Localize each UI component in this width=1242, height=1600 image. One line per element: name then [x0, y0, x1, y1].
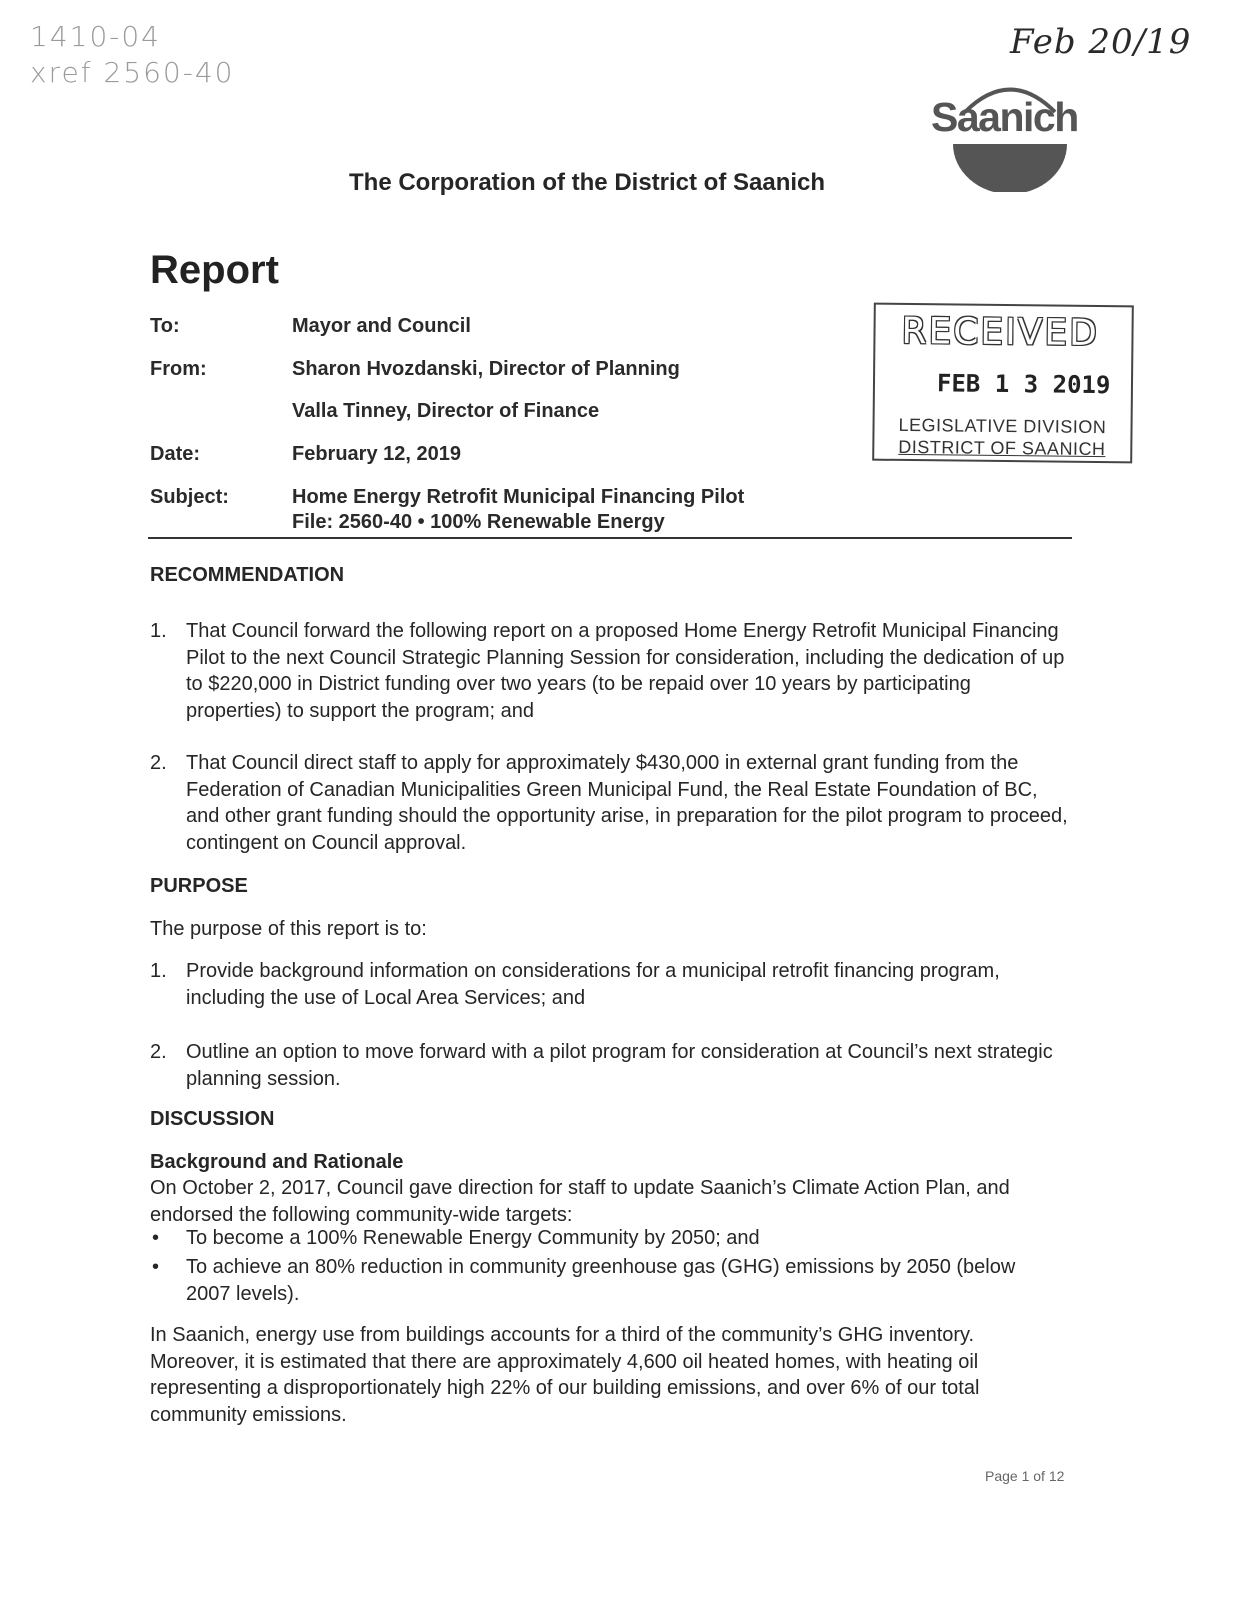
logo-wordmark: Saanich	[931, 94, 1078, 140]
discussion-heading: DISCUSSION	[150, 1108, 275, 1130]
list-item-text: Outline an option to move forward with a pilot program for consideration at Council’s next strategic planning session.	[186, 1041, 1053, 1090]
stamp-title: RECEIVED	[901, 310, 1100, 355]
saanich-logo	[925, 72, 1100, 192]
list-item-text: That Council forward the following report on a proposed Home Energy Retrofit Municipal Financing Pilot to the next Council Strategic Planning Session for consideration, including the dedication of up to $220,000 in District funding over two years (to be repaid over 10 years by participating properties) to support the program; and	[186, 620, 1065, 722]
list-item	[150, 958, 1080, 1011]
handwritten-date-annotation: Feb 20/19	[1010, 22, 1192, 62]
file-value: File: 2560-40 • 100% Renewable Energy	[292, 511, 665, 533]
list-item	[150, 1039, 1070, 1092]
purpose-intro: The purpose of this report is to:	[150, 918, 427, 940]
bullet-icon: •	[152, 1227, 160, 1249]
organization-name: The Corporation of the District of Saanich	[349, 169, 826, 196]
page-number: Page 1 of 12	[985, 1468, 1065, 1484]
discussion-paragraph: On October 2, 2017, Council gave direction for staff to update Saanich’s Climate Action Plan, and endorsed the following community-wide targets:	[150, 1177, 1010, 1226]
list-item-text: That Council direct staff to apply for approximately $430,000 in external grant funding from the Federation of Canadian Municipalities Green Municipal Fund, the Real Estate Foundation of BC, and other grant funding should the opportunity arise, in preparation for the pilot program to proceed, contingent on Council approval.	[186, 752, 1068, 854]
from-value-2: Valla Tinney, Director of Finance	[292, 400, 600, 422]
bullet-item	[150, 1254, 1050, 1307]
list-number: 1.	[150, 620, 167, 642]
file-reference-annotation: 1410-04	[30, 20, 161, 53]
subject-label: Subject:	[150, 486, 229, 508]
date-value: February 12, 2019	[292, 443, 461, 465]
received-stamp	[872, 303, 1134, 464]
bullet-item	[150, 1225, 1050, 1252]
bullet-text: To become a 100% Renewable Energy Community by 2050; and	[186, 1227, 760, 1249]
list-number: 1.	[150, 960, 167, 982]
list-number: 2.	[150, 752, 167, 774]
stamp-division: LEGISLATIVE DIVISION	[898, 414, 1107, 438]
bullet-icon: •	[152, 1256, 160, 1278]
recommendation-heading: RECOMMENDATION	[150, 564, 345, 586]
from-value-1: Sharon Hvozdanski, Director of Planning	[292, 358, 680, 380]
purpose-heading: PURPOSE	[150, 875, 248, 897]
page-title: Report	[150, 248, 279, 292]
stamp-district: DISTRICT OF SAANICH	[898, 436, 1106, 460]
header-divider	[148, 537, 1072, 539]
date-label: Date:	[150, 443, 201, 465]
cross-reference-annotation-text: xref 2560-40	[30, 56, 235, 89]
from-label: From:	[150, 358, 207, 380]
subject-value: Home Energy Retrofit Municipal Financing Pilot	[292, 486, 745, 508]
discussion-paragraph-2: In Saanich, energy use from buildings accounts for a third of the community’s GHG inventory. Moreover, it is estimated that there are approximately 4,600 oil heated homes, with heating oil representing a disproportionately high 22% of our building emissions, and over 6% of our total community emissions.	[150, 1324, 980, 1426]
list-item	[150, 618, 1070, 724]
bullet-text: To achieve an 80% reduction in community greenhouse gas (GHG) emissions by 2050 (below 2007 levels).	[186, 1256, 1016, 1305]
stamp-date: FEB 1 3 2019	[936, 369, 1111, 400]
list-item-text: Provide background information on considerations for a municipal retrofit financing program, including the use of Local Area Services; and	[186, 960, 1000, 1009]
list-number: 2.	[150, 1041, 167, 1063]
list-item	[150, 750, 1070, 856]
to-value: Mayor and Council	[292, 315, 471, 337]
to-label: To:	[150, 315, 180, 337]
background-subheading: Background and Rationale	[150, 1151, 404, 1173]
